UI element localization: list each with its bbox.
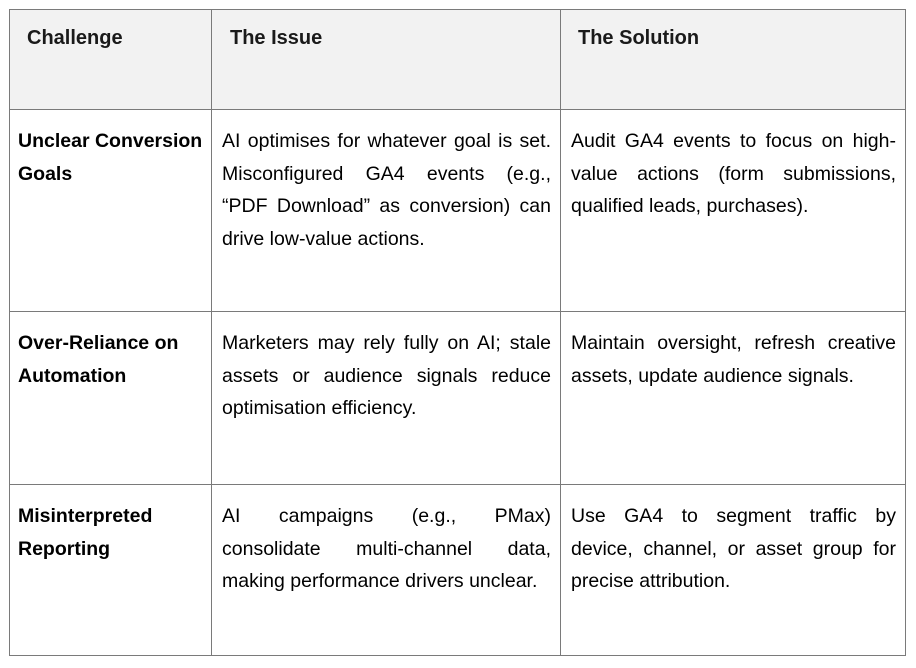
solution-text: Audit GA4 events to focus on high-value actions (form submissions, qualified leads, purchases). <box>571 130 896 217</box>
challenge-text: Unclear Conversion Goals <box>18 130 203 185</box>
table-row <box>10 312 906 485</box>
header-challenge-label: Challenge <box>27 27 123 49</box>
challenge-text: Misinterpreted Reporting <box>18 505 153 560</box>
table-row <box>10 485 906 656</box>
solution-cell <box>561 110 906 312</box>
solution-cell <box>561 485 906 656</box>
challenge-cell <box>10 110 212 312</box>
solution-text: Maintain oversight, refresh creative assets, update audience signals. <box>571 332 896 387</box>
issue-text: AI campaigns (e.g., PMax) consolidate multi-channel data, making performance drivers unclear. <box>222 505 551 592</box>
issue-cell <box>212 312 561 485</box>
header-issue-label: The Issue <box>230 27 323 49</box>
challenges-table <box>9 9 906 656</box>
header-challenge <box>10 10 212 110</box>
header-solution-label: The Solution <box>578 27 700 49</box>
challenge-cell <box>10 485 212 656</box>
challenge-text: Over-Reliance on Automation <box>18 332 179 387</box>
solution-cell <box>561 312 906 485</box>
header-issue <box>212 10 561 110</box>
issue-cell <box>212 485 561 656</box>
challenge-cell <box>10 312 212 485</box>
table-header-row <box>10 10 906 110</box>
table-row <box>10 110 906 312</box>
header-solution <box>561 10 906 110</box>
solution-text: Use GA4 to segment traffic by device, channel, or asset group for precise attribution. <box>571 505 896 592</box>
issue-cell <box>212 110 561 312</box>
issue-text: AI optimises for whatever goal is set. Misconfigured GA4 events (e.g., “PDF Download” as conversion) can drive low-value actions. <box>222 130 551 250</box>
issue-text: Marketers may rely fully on AI; stale assets or audience signals reduce optimisation efficiency. <box>222 332 551 419</box>
